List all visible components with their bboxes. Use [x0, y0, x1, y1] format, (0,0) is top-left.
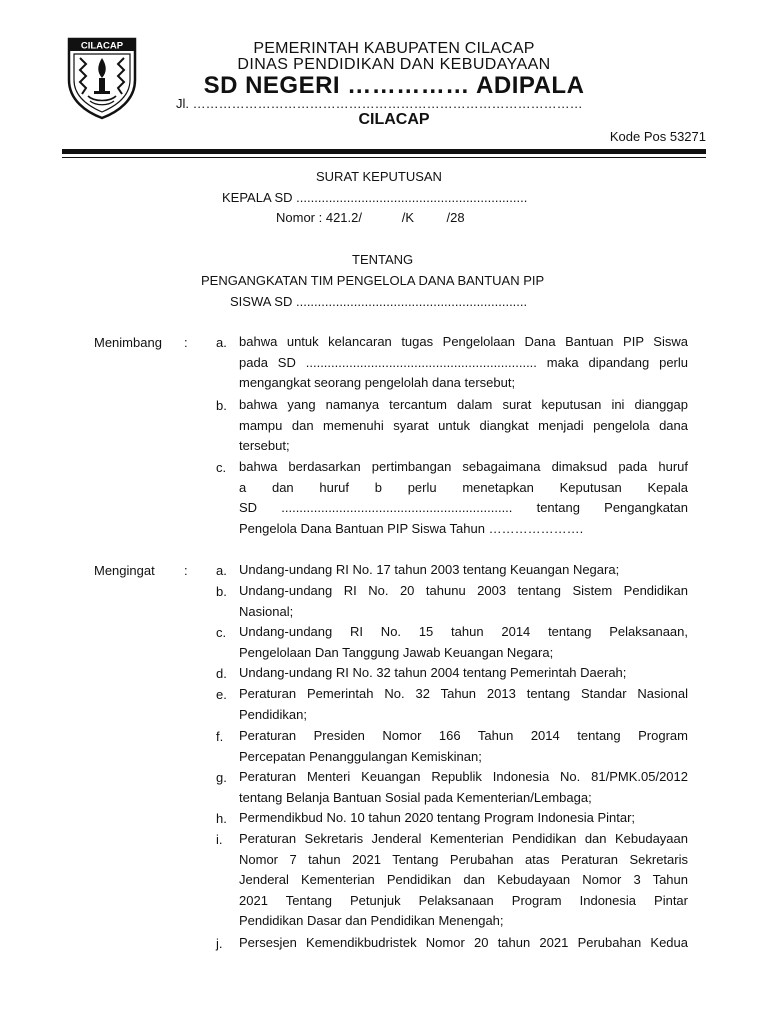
mengingat-item-j [239, 933, 688, 954]
department-name: DINAS PENDIDIKAN DAN KEBUDAYAAN [237, 56, 551, 73]
mengingat-item-c [239, 622, 688, 663]
mengingat-item-d [239, 663, 688, 684]
mengingat-letter-a: a. [216, 563, 227, 578]
letterhead-divider-thick [62, 149, 706, 154]
text-line: mengangkat seorang pengelolah dana tersebut; [239, 375, 516, 391]
mengingat-item-a [239, 560, 688, 581]
mengingat-item-i [239, 829, 688, 932]
text-line: Nomor 7 tahun 2021 Tentang Perubahan atas Peraturan Sekretaris [239, 851, 688, 867]
text-line: Peraturan Menteri Keuangan Republik Indonesia No. 81/PMK.05/2012 [239, 769, 688, 784]
menimbang-letter-c: c. [216, 460, 227, 475]
text-line: Peraturan Pemerintah No. 32 Tahun 2013 tentang Standar Nasional [239, 686, 688, 701]
mengingat-letter-c: c. [216, 625, 227, 640]
menimbang-colon: : [184, 335, 188, 350]
text-line: tentang Belanja Bantuan Sosial pada Kementerian/Lembaga; [239, 789, 592, 805]
text-line: 2021 Tentang Petunjuk Pelaksanaan Program Indonesia Pintar [239, 892, 688, 908]
text-line: pada SD ................................................................ maka dipandang perlu [239, 354, 688, 370]
school-name: SD NEGERI …………… ADIPALA [203, 72, 585, 99]
mengingat-item-f [239, 726, 688, 767]
text-line: bahwa untuk kelancaran tugas Pengelolaan Dana Bantuan PIP Siswa [239, 334, 688, 349]
emblem-label: CILACAP [80, 40, 124, 52]
school-address: Jl. ……………………………………………………………………………… [176, 96, 583, 111]
mengingat-letter-i: i. [216, 832, 223, 847]
mengingat-label: Mengingat [94, 563, 155, 578]
mengingat-letter-j: j. [216, 936, 223, 951]
mengingat-letter-g: g. [216, 770, 227, 785]
mengingat-letter-f: f. [216, 729, 224, 744]
menimbang-letter-a: a. [216, 335, 227, 350]
document-type: SURAT KEPUTUSAN [316, 169, 442, 184]
mengingat-item-g [239, 767, 688, 808]
postal-code: Kode Pos 53271 [609, 129, 706, 144]
text-line: Undang-undang RI No. 20 tahunu 2003 tentang Sistem Pendidikan [239, 583, 688, 598]
text-line: Pengelola Dana Bantuan PIP Siswa Tahun …………………. [239, 520, 584, 536]
mengingat-letter-h: h. [216, 811, 227, 826]
mengingat-item-h [239, 808, 688, 829]
text-line: tersebut; [239, 438, 290, 454]
mengingat-letter-e: e. [216, 687, 227, 702]
text-line: bahwa yang namanya tercantum dalam surat keputusan ini dianggap [239, 397, 688, 412]
subject-line-2: SISWA SD ................................................................ [230, 294, 528, 309]
text-line: Pendidikan Dasar dan Pendidikan Menengah; [239, 913, 504, 929]
text-line: Pengelolaan Dan Tanggung Jawab Keuangan Negara; [239, 644, 554, 660]
text-line: Permendikbud No. 10 tahun 2020 tentang Program Indonesia Pintar; [239, 810, 636, 825]
school-city: CILACAP [358, 111, 430, 128]
text-line: Pendidikan; [239, 706, 307, 722]
text-line: Peraturan Sekretaris Jenderal Kementerian Pendidikan dan Kebudayaan [239, 831, 688, 846]
text-line: a dan huruf b perlu menetapkan Keputusan Kepala [239, 479, 688, 495]
mengingat-item-b [239, 581, 688, 622]
about-heading: TENTANG [352, 252, 414, 267]
mengingat-letter-b: b. [216, 584, 227, 599]
text-line: Persesjen Kemendikbudristek Nomor 20 tahun 2021 Perubahan Kedua [239, 935, 688, 950]
text-line: Undang-undang RI No. 32 tahun 2004 tentang Pemerintah Daerah; [239, 665, 627, 680]
menimbang-item-b [239, 395, 688, 457]
text-line: SD ................................................................ tentang Pengangkatan [239, 500, 688, 516]
text-line: Undang-undang RI No. 17 tahun 2003 tentang Keuangan Negara; [239, 562, 620, 577]
text-line: Undang-undang RI No. 15 tahun 2014 tentang Pelaksanaan, [239, 624, 688, 639]
text-line: Jenderal Kementerian Pendidikan dan Kebudayaan Nomor 3 Tahun [239, 872, 688, 888]
menimbang-item-a [239, 332, 688, 394]
text-line: Percepatan Penanggulangan Kemiskinan; [239, 748, 482, 764]
letterhead-divider-thin [62, 157, 706, 158]
mengingat-letter-d: d. [216, 666, 227, 681]
text-line: bahwa berdasarkan pertimbangan sebagaimana dimaksud pada huruf [239, 459, 688, 474]
subject-line-1: PENGANGKATAN TIM PENGELOLA DANA BANTUAN PIP [201, 273, 545, 288]
menimbang-letter-b: b. [216, 398, 227, 413]
government-name: PEMERINTAH KABUPATEN CILACAP [253, 40, 535, 57]
mengingat-item-e [239, 684, 688, 725]
text-line: Peraturan Presiden Nomor 166 Tahun 2014 tentang Program [239, 728, 688, 743]
text-line: Nasional; [239, 603, 294, 619]
mengingat-colon: : [184, 563, 188, 578]
decree-number: Nomor : 421.2/ /K /28 [276, 210, 465, 225]
text-line: mampu dan memenuhi syarat untuk diangkat menjadi pengelola dana [239, 417, 688, 433]
menimbang-label: Menimbang [94, 335, 162, 350]
menimbang-item-c [239, 457, 688, 539]
issuer-line: KEPALA SD ................................................................ [222, 190, 528, 205]
